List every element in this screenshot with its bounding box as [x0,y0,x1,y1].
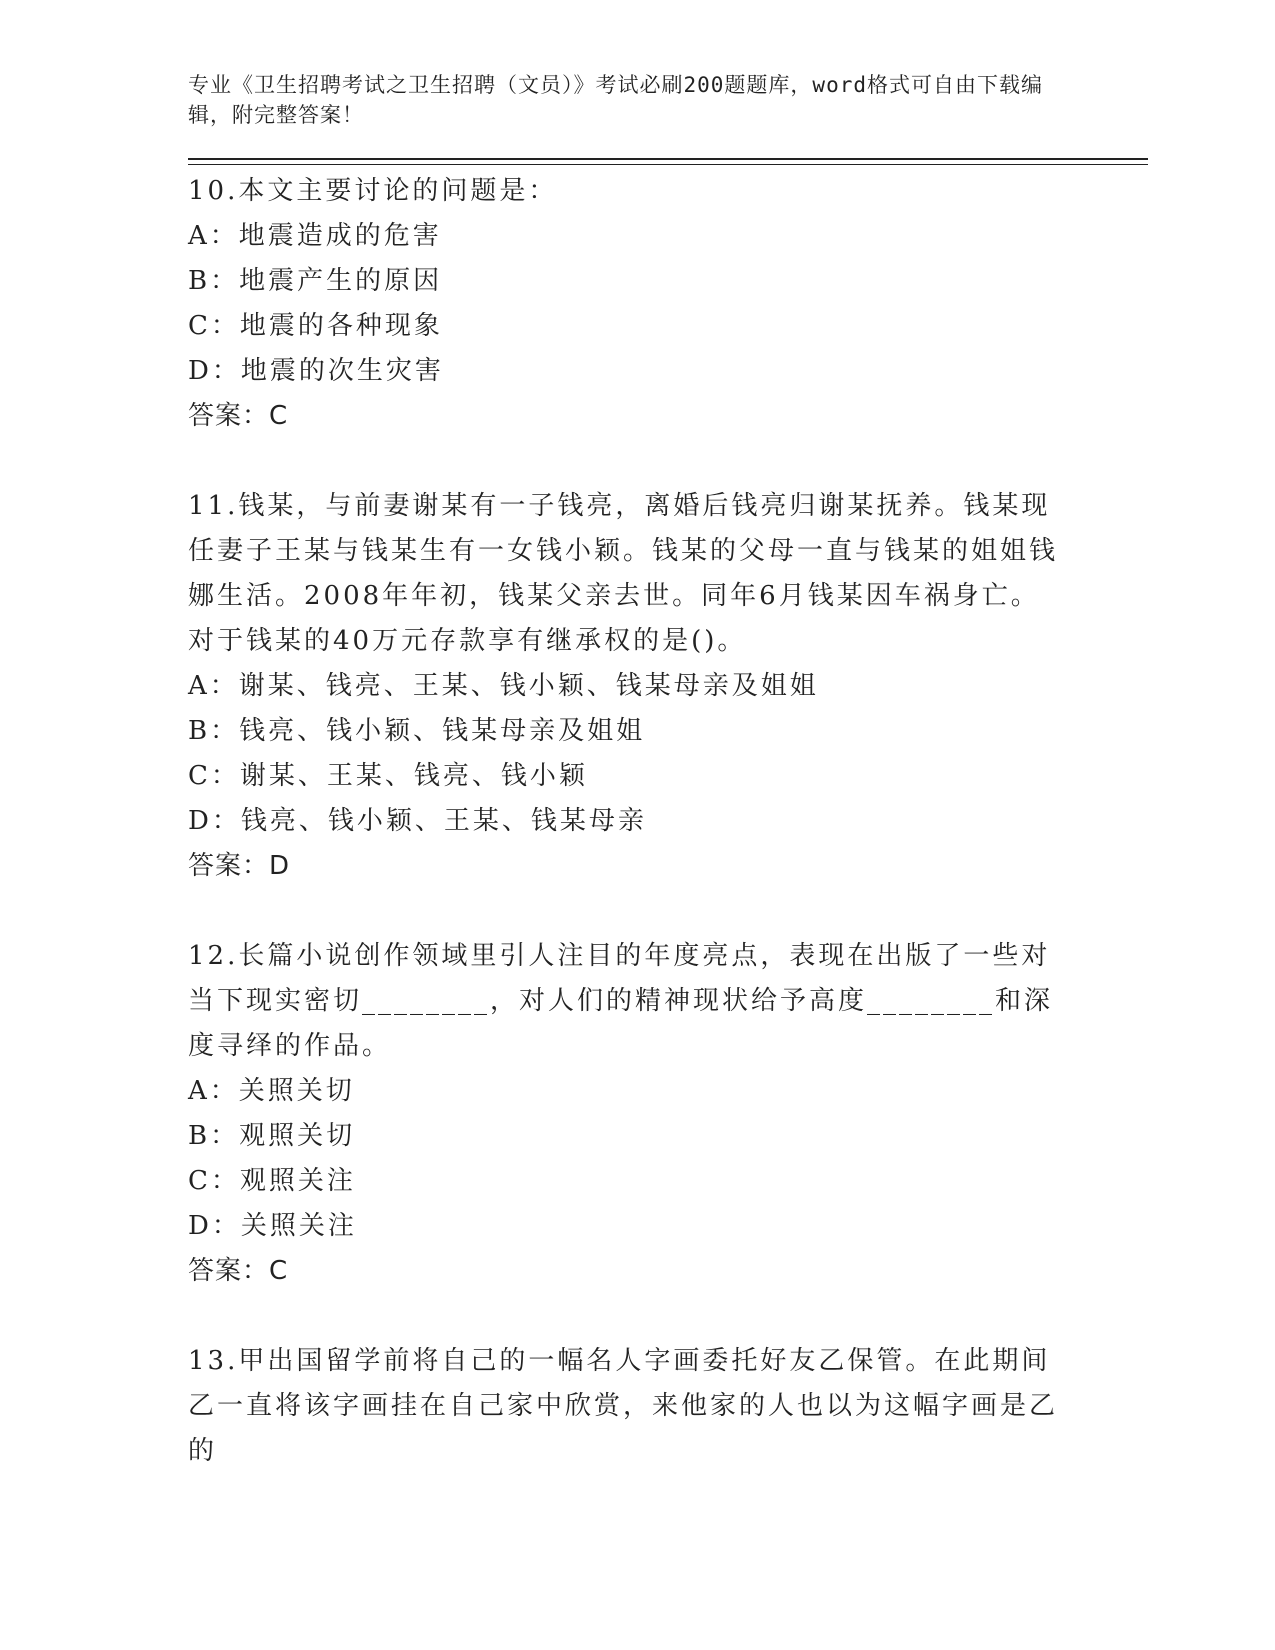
option-b: B：观照关切 [188,1121,356,1151]
question-stem: 13.甲出国留学前将自己的一幅名人字画委托好友乙保管。在此期间乙一直将该字画挂在自己家中欣赏，来他家的人也以为这幅字画是乙的 [188,1346,1059,1466]
option-c: C：谢某、王某、钱亮、钱小颖 [188,761,588,791]
answer-key: 答案：C [188,1256,289,1286]
option-b: B：地震产生的原因 [188,266,443,296]
answer-key: 答案：C [188,401,289,431]
option-c: C：地震的各种现象 [188,311,443,341]
question-11 [188,484,1148,889]
answer-key: 答案：D [188,851,291,881]
divider-thick [188,158,1148,160]
option-a: A：关照关切 [188,1076,355,1106]
option-b: B：钱亮、钱小颖、钱某母亲及姐姐 [188,716,646,746]
document-page [188,70,1148,1474]
document-header: 专业《卫生招聘考试之卫生招聘（文员）》考试必刷200题题库，word格式可自由下载编辑，附完整答案！ [188,73,1043,127]
option-a: A：谢某、钱亮、王某、钱小颖、钱某母亲及姐姐 [188,671,819,701]
option-d: D：关照关注 [188,1211,357,1241]
option-a: A：地震造成的危害 [188,221,442,251]
question-list [188,169,1148,1474]
question-stem: 12.长篇小说创作领域里引人注目的年度亮点，表现在出版了一些对当下现实密切________，对人们的精神现状给予高度________和深度寻绎的作品。 [188,941,1054,1061]
question-13 [188,1339,1148,1474]
question-10 [188,169,1148,439]
question-12 [188,934,1148,1294]
header-divider [188,158,1148,165]
question-stem: 10.本文主要讨论的问题是： [188,176,558,206]
option-c: C：观照关注 [188,1166,356,1196]
option-d: D：钱亮、钱小颖、王某、钱某母亲 [188,806,647,836]
divider-thin [188,164,1148,165]
question-stem: 11.钱某，与前妻谢某有一子钱亮，离婚后钱亮归谢某抚养。钱某现任妻子王某与钱某生有一女钱小颖。钱某的父母一直与钱某的姐姐钱娜生活。2008年年初，钱某父亲去世。同年6月钱某因车祸身亡。对于钱某的40万元存款享有继承权的是()。 [188,491,1059,656]
option-d: D：地震的次生灾害 [188,356,444,386]
